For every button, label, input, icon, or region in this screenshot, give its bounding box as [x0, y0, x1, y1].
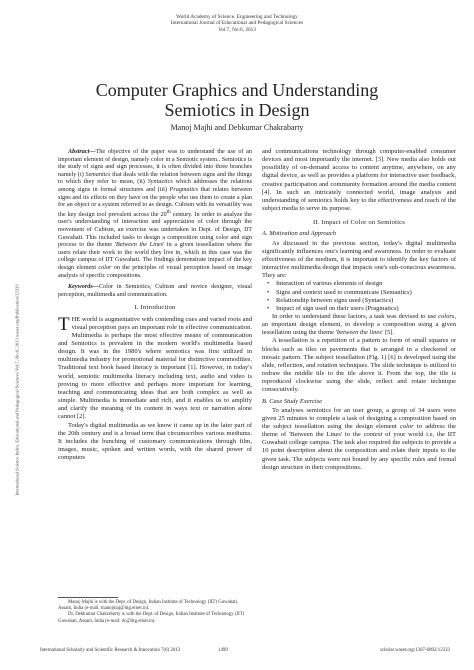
- body-emph: 'between the lines': [335, 329, 384, 337]
- intro-text: HE world is augmentative with contending cues and varied roots and visual perception pays an important role in effective communication. Multimedia is perhaps the most effective means of communication and Semiotics is prevalent in the modern world's multimedia based design. It was in the 1980's where semiotics was first utilized in multimedia industry for promotional material for distinctive commodities. Traditional text book based literacy is important [1]. However, in today's world, semiotic multimedia literacy including text, audio and video is proving to more effective and perhaps more important for learning, teaching and communicating ideas that are both complex as well as simple. Multimedia is immediate and rich, and it enables us to amplify and clarify the meaning of its content in ways text or narration alone cannot [2].: [58, 315, 252, 421]
- right-column: [262, 148, 456, 472]
- list-item: • Interaction of various elements of design: [276, 280, 456, 288]
- factor-list: [262, 280, 456, 313]
- abstract-text: that deals with the relation between signs and the things to which they refer to mean, (ii): [58, 170, 252, 186]
- abstract-sup: th: [166, 208, 171, 215]
- body-text: In order to understand these factors, a task was devised to use: [272, 312, 439, 320]
- journal-header-line: Vol:7, No:6, 2013: [218, 26, 256, 33]
- left-column: [58, 148, 252, 462]
- abstract: [58, 148, 252, 298]
- paper-title-line: Semiotics in Design: [164, 100, 310, 120]
- footer-left: International Scholarly and Scientific Research & Innovation 7(6) 2013: [40, 648, 181, 653]
- section-heading: I. Introduction: [134, 304, 176, 312]
- body-emph: colors: [438, 312, 455, 320]
- body-paragraph: and communications technology through computer-enabled consumer devices and most importantly the internet. [3]. New media also holds out possibility of on-demand access to content anytime, anywhere, on any digital device, as well as provides a platform for interactive user feedback, creative participation and community formation around the media content [4]. In such an intricately connected world, image analysis and understanding of semiotics holds key to the effectiveness and reach of the subject media to serve its purpose.: [262, 148, 456, 213]
- footnotes: [58, 600, 252, 625]
- footnote-rule: [58, 597, 118, 598]
- section-heading: II. Impact of Color on Semiotics: [312, 219, 406, 227]
- body-paragraph: A tessellation is a repetition of a pattern to form of small squares or blocks such as tiles on pavements that is arranged in a checkered or mosaic pattern. The subject tessellation (Fig. 1) [6] is developed using the slide, reflection, and rotation techniques. The slide technique is utilized to redraw the middle tile to the tile above it. From the top, the tile is reproduced clockwise using the slide, reflect and rotate technique consecutively.: [262, 337, 456, 394]
- abstract-text: on the principles of visual perception based on image analysis of specific compositions.: [58, 263, 252, 279]
- paper-authors: Manoj Majhi and Debkumar Chakrabarty: [170, 123, 304, 132]
- body-paragraph: As discussed in the previous section, today's digital multimedia significantly influences one's learning and awareness. In order to evaluate effectiveness of the medium, it is important to identify the key factors of interactive multimedia design that impacts one's sub-conscious awareness. They are:: [262, 239, 456, 280]
- body-emph: context: [363, 431, 383, 439]
- body-paragraph: [262, 407, 456, 472]
- subsection-heading: A. Motivation and Approach: [262, 230, 337, 238]
- abstract-text: that relates between signs and its effects on they have on the people who use them to create a plan for an object or a system referred to as design. Cubism with its versatility was the key design tool prevalent across the 20: [58, 185, 253, 218]
- abstract-emph: Syntactics: [147, 178, 173, 186]
- subsection-heading: B. Case Study Exercise: [262, 397, 323, 405]
- intro-paragraph: Today's digital multimedia as we know it came up in the later part of the 20th century and is a broad term that circumscribes various mediums. It includes the bunching of customary communications through film, images, music, spoken and written words, with the shared power of computers: [58, 421, 252, 462]
- body-text: , an important design element, to develop a composition using a given tessellation using the theme: [262, 312, 456, 337]
- list-item: • Signs and context used to communicate (Semantics): [276, 289, 456, 297]
- footnote: Dr. Debkumar Chakrabarty is with the Dept. of Design, Indian Institute of Technology (IIT) Guwahati, Assam, India (e-mail: dc@iitg.ernet.in).: [58, 612, 245, 624]
- body-text: [5].: [383, 329, 395, 337]
- abstract-emph: color: [98, 263, 112, 271]
- abstract-dash: —: [89, 148, 96, 155]
- paper-title: [40, 80, 434, 120]
- abstract-emph: Between the Lines: [115, 241, 164, 249]
- abstract-emph: Pragmatics: [169, 185, 199, 193]
- body-paragraph: [262, 313, 456, 337]
- abstract-text: ' in a given tessellation where the users relate their work to the world they live in, which in this case was the college campus of IIT Guwahati. The findings demonstrate impact of the key design element: [58, 241, 253, 271]
- body-text: To analyses semiotics for an user group, a group of 34 users were given 25 minutes to complete a task of designing a composition based on the subject tessellation using the design element: [262, 406, 456, 430]
- keywords-label: Keywords: [68, 283, 93, 291]
- journal-header-line: World Academy of Science, Engineering and Technology: [176, 14, 298, 20]
- footer-right: scholar.waset.org/1307-6892/12333: [380, 648, 450, 653]
- journal-header: [0, 14, 474, 33]
- side-citation: [13, 175, 21, 605]
- keywords: [58, 283, 252, 298]
- keywords-dash: —: [92, 283, 99, 291]
- page-number: 1499: [218, 648, 228, 653]
- list-item: • Relationship between signs used (Syntactics): [276, 297, 456, 305]
- paper-title-line: Computer Graphics and Understanding: [95, 80, 379, 100]
- side-citation-text: International Science Index, Educational and Pedagogical Sciences Vol:7, No:6, 2013 waset.org/Publication/12333: [14, 284, 20, 496]
- abstract-label: Abstract: [68, 148, 90, 155]
- abstract-emph: Semantics: [85, 170, 111, 178]
- journal-header-line: International Journal of Educational and Pedagogical Sciences: [170, 20, 304, 27]
- body-emph: color: [399, 423, 414, 430]
- body-text: of your world i.e, the IIT Guwahati college campus. The task also required the subjects to provide a 10 point description about the composition and relate their inputs to the given task. The subjects were not bound by any specific rules and formal design structure in their compositions.: [262, 431, 456, 471]
- body-text: to address the theme of 'Between the Lines' to the: [262, 423, 456, 439]
- abstract-text: which addresses the relations among signs in formal structures and (iii): [58, 178, 252, 193]
- abstract-text: century. In order to analyze the user's understanding of interaction and appreciation of color through the movement of Cubism, an exercise was undertaken in Dept. of Design, IIT Guwahati. This included tasks to design a composition using color and sign process to the theme ': [58, 210, 252, 249]
- keywords-text: Color in Semiotics, Cubism and novice designer, visual perception, multimedia and communication.: [58, 283, 252, 298]
- abstract-text: The objective of the paper was to understand the use of an important element of design, namely color in a Semiotic system.. Semiotics is the study of signs and sign processes, it is often divided into three branches namely (i): [58, 148, 252, 178]
- footnote: Manoj Majhi is with the Dept. of Design, Indian Institute of Technology (IIT) Guwahati, Assam, India (e-mail: manojmaj@iitg.ernet.in).: [58, 600, 239, 612]
- drop-cap: T: [58, 313, 70, 335]
- list-item: • Impact of sign used on their users (Pragmatics): [276, 305, 456, 313]
- intro-paragraph: [58, 313, 252, 422]
